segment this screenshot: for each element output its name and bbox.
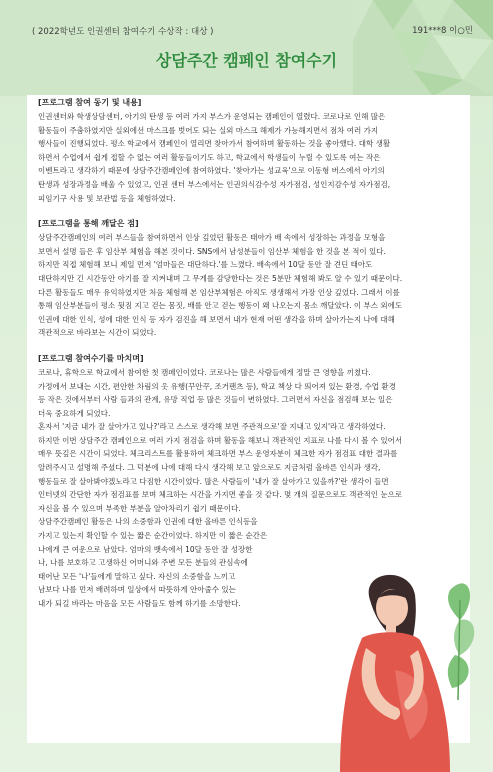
text-line: 객관적으로 바라보는 시간이 되었다. [38, 328, 157, 338]
document-body [38, 96, 456, 611]
text-line: 대단하지만 긴 시간동안 아기를 잘 지켜내며 그 무게를 감당한다는 것은 5분만 체험해 봐도 알 수 있기 때문이다. [38, 273, 403, 283]
text-line: 하면서 수업에서 쉽게 접할 수 없는 여러 활동들이기도 하고, 학교에서 학생들이 누릴 수 있도록 여는 작은 [38, 152, 381, 162]
section-text [38, 110, 456, 205]
text-line: 내가 되길 바라는 마음을 모든 사람들도 함께 하기를 소망한다. [38, 599, 241, 608]
text-line: 하지만 이번 상담주간 캠페인으로 여러 가지 점검을 하며 활동을 해보니 객관적인 지표로 나를 다시 볼 수 있어서 [38, 435, 403, 445]
award-line: ( 2022학년도 인권센터 참여수기 수상작 : 대상 ) [32, 27, 214, 37]
text-line: 이벤트라고 생각하기 때문에 상담주간캠페인에 참여하였다. '찾아가는 성교육'으로 이동형 버스에서 아기의 [38, 166, 385, 176]
author-label: 191***8 이○민 [412, 26, 473, 36]
text-line: 보면서 설명 들은 후 임산부 체험을 해본 것이다. SNS에서 남성분들이 임산부 체험을 한 것을 본 적이 있다. [38, 246, 386, 256]
text-line: 자신을 볼 수 있으며 부족한 부분을 알아차리기 쉽기 때문이다. [38, 503, 241, 513]
text-line: 혼자서 '지금 내가 잘 살아가고 있나?'라고 스스로 생각해 보면 주관적으로'잘 지내고 있지'라고 생각하였다. [38, 422, 386, 432]
text-line: 인터넷의 간단한 자가 점검표를 보며 체크하는 시간을 가지면 좋을 것 같다. 몇 개의 질문으로도 객관적인 눈으로 [38, 490, 403, 500]
text-line: 인권에 대한 인식, 성에 대한 인식 등 자가 검진을 해 보면서 내가 현재 어떤 생각을 하며 살아가는지 나에 대해 [38, 314, 395, 324]
text-line: 통해 임산부분들이 평소 뒷짐 지고 걷는 몸짓, 배를 안고 걷는 행동이 왜 나오는지 몸소 깨달았다. 이 부스 외에도 [38, 301, 403, 311]
text-line: 가정에서 보내는 시간, 편안한 차림의 옷 유행(꾸안꾸, 조거팬츠 등), 학교 책상 다 띄어져 있는 환경, 수업 환경 [38, 381, 396, 391]
page-title: 상담주간 캠페인 참여수기 [155, 51, 338, 70]
section-heading: [프로그램 참여 동기 및 내용] [38, 98, 142, 107]
text-line: 상담주간캠페인의 여러 부스들을 참여하면서 인상 깊었던 활동은 태아가 배 속에서 성장하는 과정을 모형을 [38, 233, 386, 243]
text-line: 상담주간캠페인 활동은 나의 소중함과 인권에 대한 올바른 인식등을 [38, 517, 258, 527]
section-heading: [프로그램 참여수기를 마치며] [38, 353, 144, 363]
text-line: 인권센터와 학생상담센터, 아기의 탄생 등 여러 가지 부스가 운영되는 캠페인이 열렸다. 코로나로 인해 많은 [38, 112, 386, 121]
section-heading: [프로그램을 통해 깨달은 점] [38, 219, 139, 229]
section-motivation [38, 96, 456, 205]
text-line: 다른 활동들도 매우 유익하였지만 처음 체험해 본 임산부체험은 아직도 생생해서 가장 인상 깊었다. 그래서 이를 [38, 287, 400, 297]
text-line: 나에게 큰 여운으로 남았다. 엄마의 뱃속에서 10달 동안 잘 성장한 [38, 544, 253, 554]
text-line: 나, 나를 보호하고 고생하신 어머니와 주변 모든 분들의 관심속에 [38, 558, 248, 568]
pregnant-woman-illustration-icon [300, 560, 480, 772]
text-line: 더욱 중요하게 되었다. [38, 408, 111, 418]
text-line: 가지고 있는지 확인할 수 있는 짧은 순간이었다. 하지만 이 짧은 순간은 [38, 531, 268, 541]
text-line: 탄생과 성장과정을 배울 수 있었고, 인권 센터 부스에서는 인권의식감수성 자가점검, 성인지감수성 자가점검, [38, 179, 391, 189]
text-line: 코로나, 휴학으로 학교에서 참여한 첫 캠페인이었다. 코로나는 많은 사람들에게 정말 큰 영향을 끼쳤다. [38, 367, 371, 377]
text-line: 하지만 직접 체험해 보니 제일 먼저 '엄마들은 대단하다.'를 느꼈다. 배속에서 10달 동안 잘 견딘 태아도 [38, 260, 373, 270]
text-line: 태어난 모든 '나'들에게 말하고 싶다. 자신의 소중함을 느끼고 [38, 571, 236, 581]
text-line: 활동들이 주춤하였지만 실외에선 마스크를 벗어도 되는 실외 마스크 해제가 가능해지면서 점차 여러 가지 [38, 125, 379, 135]
section-text [38, 231, 456, 340]
text-line: 피임기구 사용 및 보관법 등을 체험하였다. [38, 193, 176, 203]
text-line: 행사들이 진행되었다. 평소 학교에서 캠페인이 열리면 찾아가서 참여하며 활동하는 것을 좋아했다. 대학 생활 [38, 139, 391, 149]
text-line: 남보다 나를 먼저 배려하며 일상에서 따뜻하게 안아줄수 있는 [38, 585, 236, 595]
section-learnings [38, 217, 456, 340]
text-line: 매우 뜻깊은 시간이 되었다. 체크리스트를 활용하여 체크하면 부스 운영자분이 체크한 자가 점검표 대한 결과를 [38, 449, 398, 459]
text-line: 등 작은 것에서부터 사람 들과의 관계, 유망 직업 등 많은 것들이 변하였다. 그러면서 자신을 점검해 보는 일은 [38, 395, 393, 405]
text-line: 알려주시고 설명해 주셨다. 그 덕분에 나에 대해 다시 생각해 보고 앞으로도 지금처럼 올바른 인식과 생각, [38, 463, 381, 473]
text-line: 행동들로 잘 살아봐야겠노라고 다짐한 시간이었다. 많은 사람들이 '내가 잘 살아가고 있을까?'란 생각이 들면 [38, 476, 389, 486]
